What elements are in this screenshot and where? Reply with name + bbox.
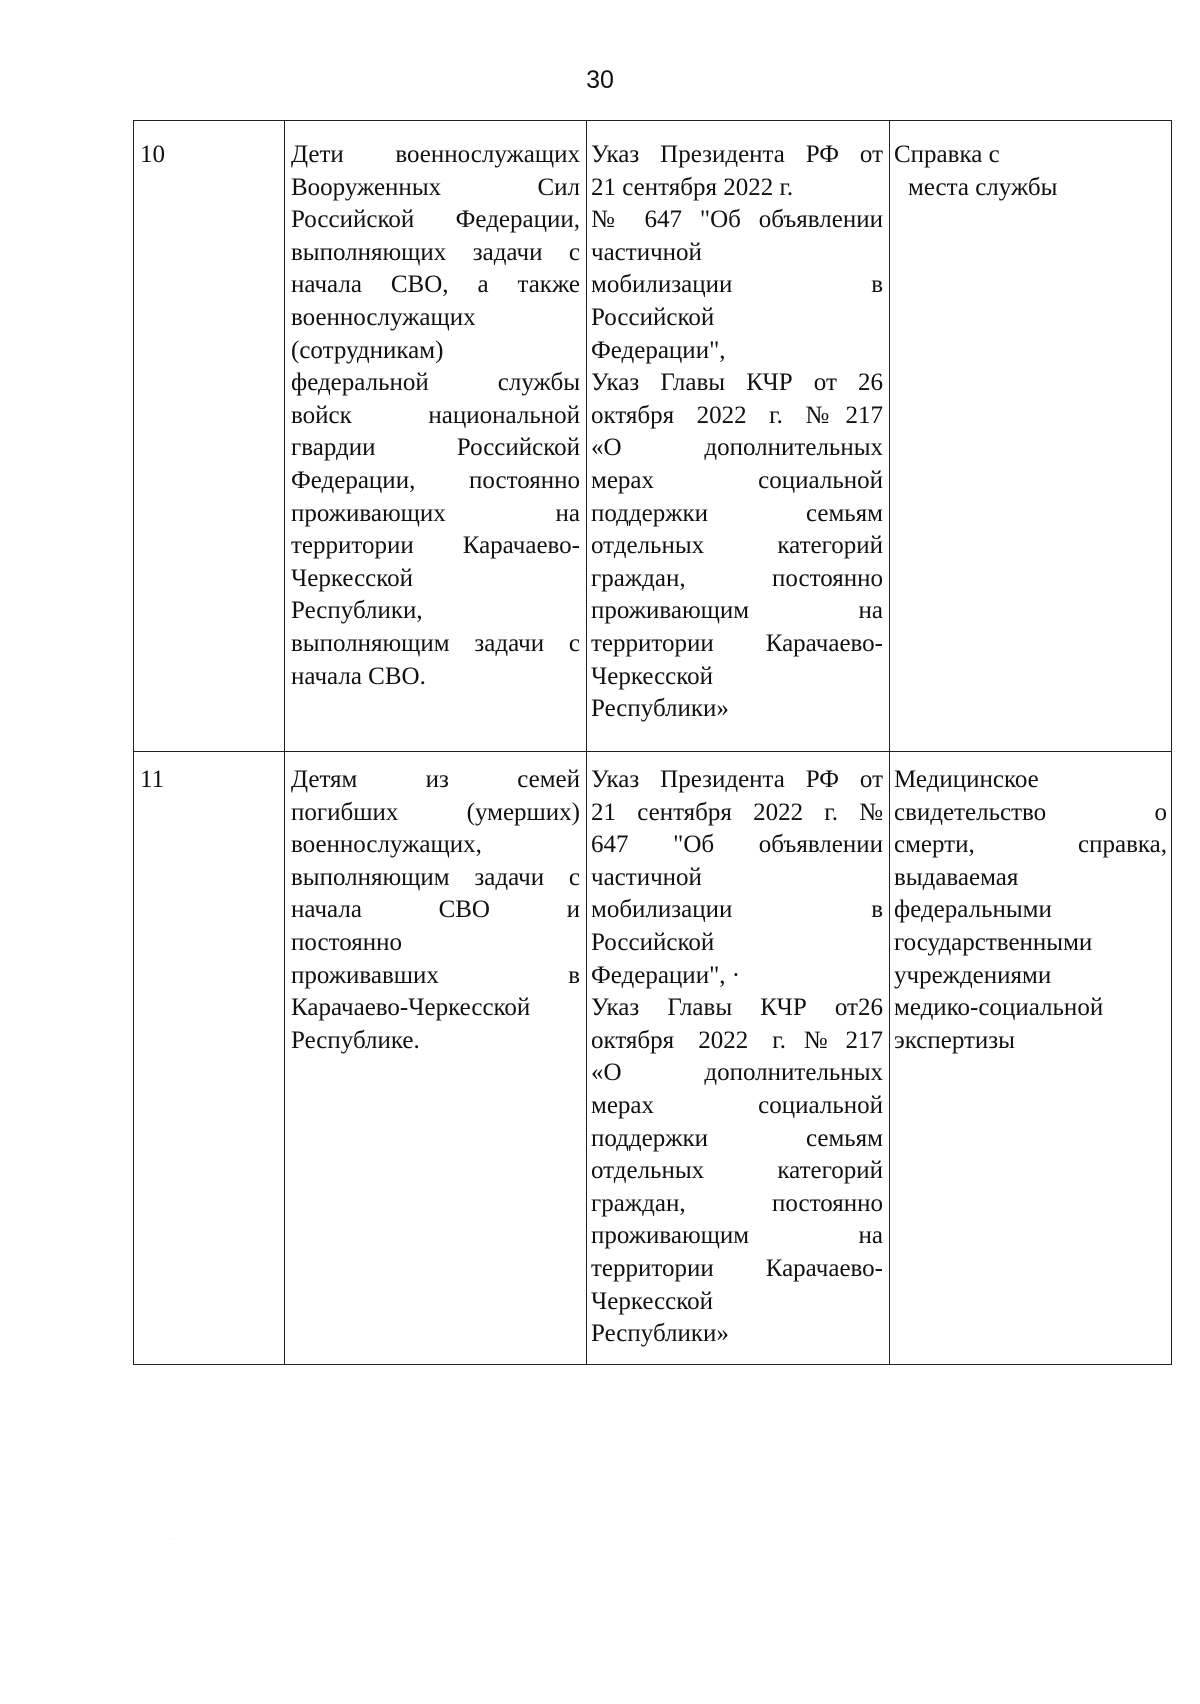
- legal-basis-line: поддержки семьям: [591, 499, 883, 527]
- category-cell: [285, 121, 587, 752]
- category-line: погибших (умерших): [291, 798, 580, 826]
- category-line: федеральной службы: [291, 369, 580, 397]
- legal-basis-line: 21 сентября 2022 г.: [591, 173, 794, 201]
- legal-basis-line: Указ Главы КЧР от26: [591, 994, 883, 1022]
- legal-basis-line: поддержки семьям: [591, 1124, 883, 1152]
- required-document-line: экспертизы: [894, 1026, 1015, 1054]
- required-document-line: учреждениями: [894, 961, 1052, 989]
- required-document-line: федеральными: [894, 896, 1052, 924]
- category-line: войск национальной: [291, 401, 580, 429]
- category-line: начала СВО.: [291, 662, 426, 690]
- legal-basis-line: Указ Президента РФ от: [591, 141, 883, 168]
- required-document-line: свидетельство о: [894, 798, 1167, 826]
- row-number: 11: [140, 766, 165, 793]
- required-document-line: государственными: [894, 928, 1093, 956]
- category-line: выполняющим задачи с: [291, 863, 580, 891]
- legal-basis-cell: [587, 752, 890, 1365]
- legal-basis-line: мобилизации в: [591, 271, 883, 299]
- legal-basis-line: Указ Главы КЧР от 26: [591, 369, 883, 397]
- legal-basis-line: Федерации",: [591, 336, 726, 364]
- legal-basis-line: 647 "Об объявлении: [591, 831, 883, 859]
- category-line: Черкесской: [291, 564, 414, 592]
- legal-basis-line: Указ Президента РФ от: [591, 766, 883, 793]
- required-document-line: Справка с: [894, 141, 1000, 168]
- legal-basis-line: «О дополнительных: [591, 1059, 883, 1087]
- legal-basis-line: Российской: [591, 303, 715, 331]
- category-line: Карачаево-Черкесской: [291, 994, 531, 1022]
- legal-basis-line: Республики»: [591, 1320, 729, 1348]
- category-line: Детям из семей: [291, 766, 580, 793]
- legal-basis-line: октября 2022 г.№217: [591, 1026, 883, 1054]
- category-line: Федерации, постоянно: [291, 466, 580, 494]
- scan-speck: [170, 1538, 171, 1539]
- category-line: военнослужащих,: [291, 831, 482, 859]
- category-line: проживавших в: [291, 961, 580, 989]
- legal-basis-line: Российской: [591, 928, 715, 956]
- row-number: 10: [140, 141, 165, 168]
- category-line: выполняющим задачи с: [291, 629, 580, 657]
- legal-basis-line: отдельных категорий: [591, 1157, 883, 1185]
- required-document-line: Медицинское: [894, 766, 1039, 793]
- legal-basis-line: граждан, постоянно: [591, 564, 883, 592]
- legal-basis-line: отдельных категорий: [591, 532, 883, 560]
- category-line: Дети военнослужащих: [291, 141, 580, 168]
- category-line: начала СВО, а также: [291, 271, 580, 299]
- category-line: территории Карачаево-: [291, 532, 580, 560]
- legal-basis-line: октября 2022 г. №217: [591, 401, 883, 429]
- category-line: гвардии Российской: [291, 434, 580, 462]
- required-document-line: медико-социальной: [894, 994, 1104, 1022]
- required-document-line: выдаваемая: [894, 863, 1019, 891]
- category-line: начала СВО и: [291, 896, 580, 924]
- legal-basis-line: проживающим на: [591, 1222, 883, 1250]
- row-number-cell: [134, 121, 285, 752]
- benefits-table: [133, 120, 1172, 1365]
- legal-basis-line: № 647 "Об объявлении: [591, 206, 883, 234]
- category-line: Республики,: [291, 597, 423, 625]
- category-line: постоянно: [291, 928, 402, 956]
- legal-basis-line: мерах социальной: [591, 1091, 883, 1119]
- table-row: [134, 121, 1172, 752]
- legal-basis-line: граждан, постоянно: [591, 1189, 883, 1217]
- required-document-line: места службы: [908, 173, 1058, 201]
- required-document-line: смерти, справка,: [894, 831, 1167, 859]
- category-cell: [285, 752, 587, 1365]
- legal-basis-line: 21 сентября 2022 г. №: [591, 798, 883, 826]
- legal-basis-line: мобилизации в: [591, 896, 883, 924]
- legal-basis-line: Черкесской: [591, 1287, 714, 1315]
- category-line: выполняющих задачи с: [291, 238, 580, 266]
- category-line: проживающих на: [291, 499, 580, 527]
- table-row: [134, 752, 1172, 1365]
- category-line: (сотрудникам): [291, 336, 444, 364]
- legal-basis-line: проживающим на: [591, 597, 883, 625]
- required-document-cell: [890, 752, 1172, 1365]
- legal-basis-line: Федерации", ·: [591, 961, 741, 989]
- required-document-cell: [890, 121, 1172, 752]
- legal-basis-line: Республики»: [591, 695, 729, 723]
- legal-basis-line: частичной: [591, 238, 702, 266]
- legal-basis-line: мерах социальной: [591, 466, 883, 494]
- legal-basis-line: территории Карачаево-: [591, 629, 883, 657]
- category-line: Республике.: [291, 1026, 420, 1054]
- page-number: 30: [586, 66, 614, 94]
- category-line: Вооруженных Сил: [291, 173, 580, 201]
- legal-basis-line: территории Карачаево-: [591, 1254, 883, 1282]
- legal-basis-cell: [587, 121, 890, 752]
- category-line: Российской Федерации,: [291, 206, 580, 234]
- row-number-cell: [134, 752, 285, 1365]
- legal-basis-line: частичной: [591, 863, 702, 891]
- category-line: военнослужащих: [291, 303, 476, 331]
- legal-basis-line: «О дополнительных: [591, 434, 883, 462]
- legal-basis-line: Черкесской: [591, 662, 714, 690]
